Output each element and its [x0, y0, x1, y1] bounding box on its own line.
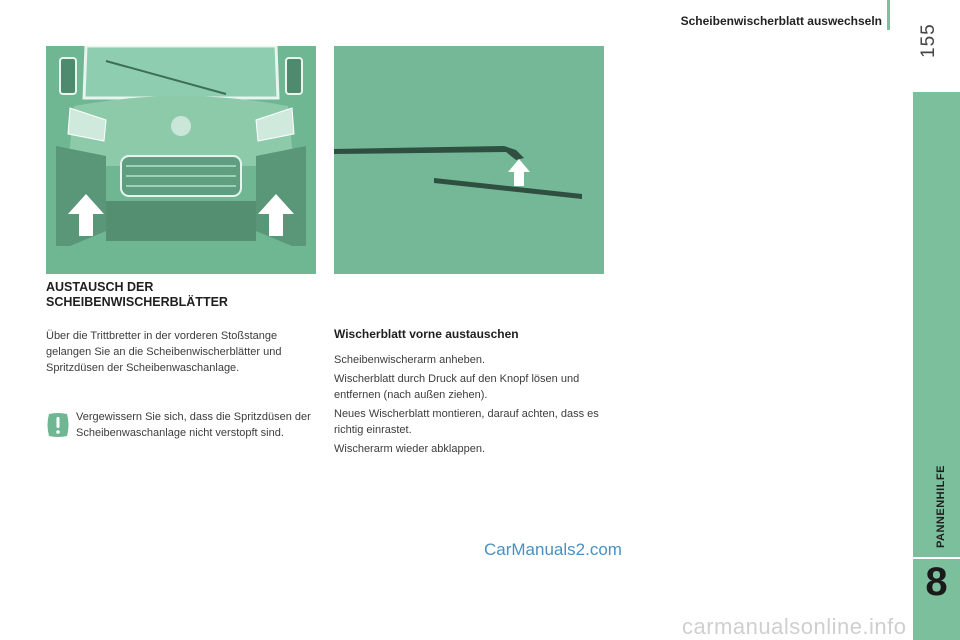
section-heading: AUSTAUSCH DER SCHEIBENWISCHERBLÄTTER [46, 280, 228, 309]
wiper-blade-illustration [334, 46, 604, 274]
page-header-title: Scheibenwischerblatt auswechseln [680, 14, 882, 28]
van-front-illustration [46, 46, 316, 274]
warning-text: Vergewissern Sie sich, dass die Spritzdüsen der Scheibenwaschanlage nicht verstopft sind. [76, 411, 311, 439]
instruction-step: Wischerarm wieder abklappen. [334, 443, 486, 455]
instruction-step: Wischerblatt durch Druck auf den Knopf lösen und entfernen (nach außen ziehen). [334, 373, 580, 401]
page-number: 155 [918, 23, 939, 58]
chapter-number: 8 [925, 560, 948, 604]
instruction-step: Neues Wischerblatt montieren, darauf achten, dass es richtig einrastet. [334, 408, 599, 436]
exclamation-warning-icon [46, 412, 70, 438]
chapter-tab-label: PANNENHILFE [935, 465, 947, 548]
instruction-steps [334, 352, 606, 460]
instruction-step: Scheibenwischerarm anheben. [334, 354, 486, 366]
subsection-heading: Wischerblatt vorne austauschen [334, 327, 519, 341]
intro-paragraph: Über die Trittbretter in der vorderen Stoßstange gelangen Sie an die Scheibenwischerblätter und Spritzdüsen der Scheibenwaschanlage. [46, 330, 282, 374]
watermark-link[interactable]: CarManuals2.com [484, 540, 622, 559]
header-rule [887, 0, 890, 30]
footer-watermark: carmanualsonline.info [682, 614, 907, 639]
chapter-tab-divider [913, 557, 960, 559]
